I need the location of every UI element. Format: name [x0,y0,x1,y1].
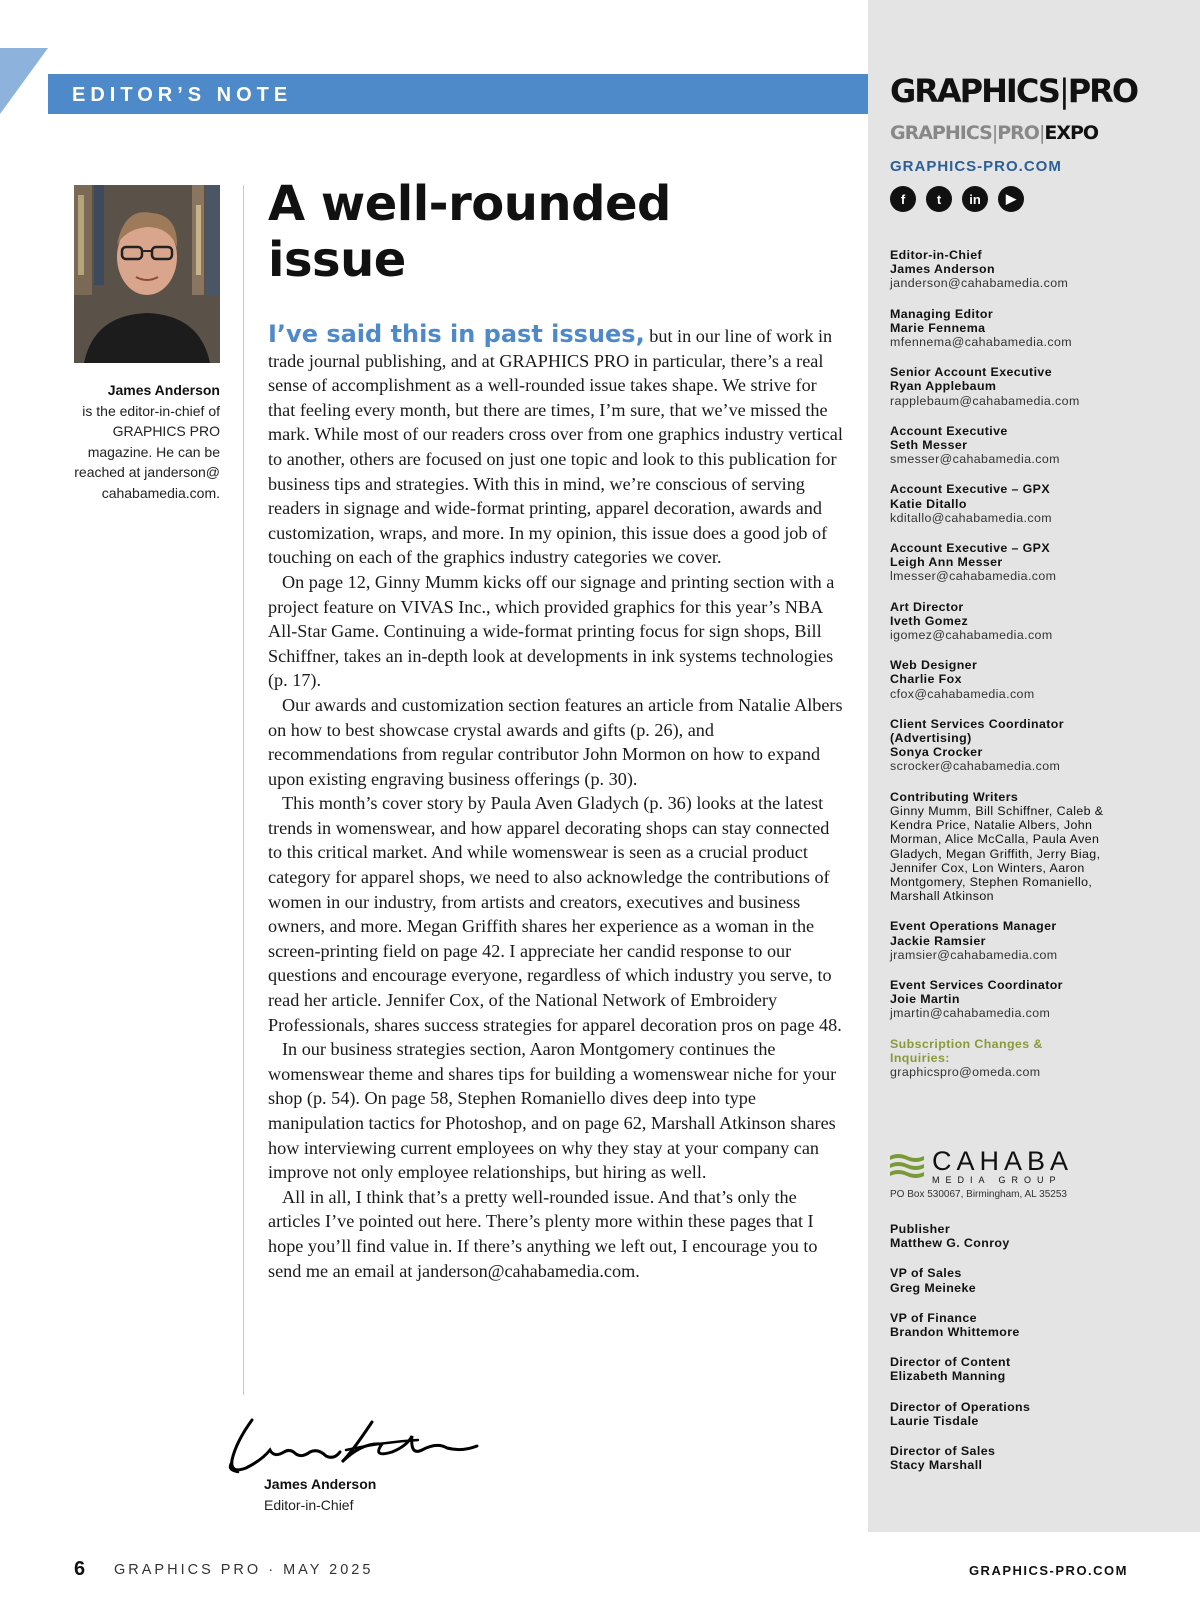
cahaba-address: PO Box 530067, Birmingham, AL 35253 [890,1189,1067,1200]
cahaba-block [890,1148,1190,1200]
staff-entry [890,658,1190,701]
staff-role: Contributing Writers [890,789,1019,804]
banner-tab [0,48,48,114]
staff-name: Leigh Ann Messer [890,555,1003,570]
staff-name: Charlie Fox [890,672,962,687]
exec-entry [890,1355,1190,1383]
staff-list [890,248,1190,1095]
exec-entry [890,1311,1190,1339]
signature-role: Editor-in-Chief [264,1497,354,1513]
signature-name: James Anderson [264,1476,377,1492]
staff-name: Sonya Crocker [890,745,983,760]
expo-mid: PRO [997,122,1039,144]
staff-role: Senior Account Executive [890,365,1053,380]
website-link[interactable]: GRAPHICS-PRO.COM [890,158,1062,175]
footer-publication: GRAPHICS PRO · MAY 2025 [114,1562,374,1578]
youtube-icon[interactable]: ▶ [998,186,1024,212]
author-bio-text: is the editor-in-chief of GRAPHICS PRO magazine. He can be reached at janderson@ cahabamedia.com. [74,402,220,501]
staff-email[interactable]: jmartin@cahabamedia.com [890,1006,1051,1021]
cahaba-name: CAHABA [932,1146,1074,1176]
paragraph-1-text: but in our line of work in trade journal publishing, and at GRAPHICS PRO in particular, there’s a real sense of accomplishment as a well-rounded issue takes shape. We strive for that feeling every month, but there are times, I’m sure, that we’ve missed the mark. While most of our readers cross over from one graphics industry vertical to another, others are focused on just one topic and look to this publication for business tips and strategies. With this in mind, we’re conscious of serving readers in signage and wide-format printing, apparel decoration, awards and customization, wraps, and more. In my opinion, this issue does a good job of touching on each of the graphics industry categories we cover. [268,326,843,568]
staff-entry [890,919,1190,962]
exec-name: Greg Meineke [890,1280,977,1295]
article-title [268,176,828,288]
cahaba-logo [890,1148,1190,1185]
author-bio [60,380,220,503]
cahaba-wave-icon [890,1150,924,1184]
paragraph-4: This month’s cover story by Paula Aven Gladych (p. 36) looks at the latest trends in womenswear, and how apparel decorating shops can stay connected to this critical market. And while womenswear is seen as a crucial product category for apparel shops, we need to also acknowledge the contributions of women in our industry, from artists and creators, executives and business owners, and more. Megan Griffith shares her experience as a woman in the screen-printing field on page 42. I appreciate her candid response to our questions and encourage everyone, regardless of which industry you serve, to read her article. Jennifer Cox, of the National Network of Embroidery Professionals, shares success strategies for apparel decoration pros on page 48. [268,793,842,1035]
staff-email[interactable]: lmesser@cahabamedia.com [890,569,1057,584]
staff-role: Event Services Coordinator [890,977,1063,992]
exec-entry [890,1400,1190,1428]
brand-right: PRO [1067,72,1138,110]
title-line-1: A well-rounded [268,176,671,232]
brand-logo: GRAPHICS|PRO [890,72,1138,110]
executive-list [890,1222,1190,1488]
linkedin-icon[interactable]: in [962,186,988,212]
staff-role: Account Executive – GPX [890,541,1051,556]
signature [222,1412,492,1482]
title-line-2: issue [268,232,406,288]
staff-role: Web Designer [890,658,978,673]
staff-name: Iveth Gomez [890,613,969,628]
author-name: James Anderson [107,382,220,398]
twitter-icon[interactable]: t [926,186,952,212]
exec-role: VP of Finance [890,1310,977,1325]
exec-role: Director of Content [890,1355,1011,1370]
paragraph-6: All in all, I think that’s a pretty well-rounded issue. And that’s only the articles I’ve pointed out here. There’s plenty more within these pages that I hope you’ll find value in. If there’s anything we left out, I encourage you to send me an email at janderson@cahabamedia.com. [268,1186,818,1281]
staff-email[interactable]: kditallo@cahabamedia.com [890,510,1052,525]
staff-role: Account Executive [890,423,1008,438]
staff-entry [890,978,1190,1021]
brand-left: GRAPHICS [890,72,1059,110]
staff-name: Seth Messer [890,438,968,453]
staff-entry [890,424,1190,467]
expo-logo: GRAPHICS|PRO|EXPO [890,122,1099,144]
paragraph-2: On page 12, Ginny Mumm kicks off our signage and printing section with a project feature on VIVAS Inc., which provided graphics for this year’s NBA All-Star Game. Continuing a wide-format printing focus for sign shops, Bill Schiffner, takes an in-depth look at developments in ink systems technologies (p. 17). [268,571,835,691]
staff-email[interactable]: igomez@cahabamedia.com [890,628,1053,643]
article-body [268,322,843,1283]
paragraph-1 [268,322,843,570]
staff-entry [890,790,1190,904]
staff-name: Marie Fennema [890,320,986,335]
author-photo [74,185,220,363]
exec-name: Laurie Tisdale [890,1413,979,1428]
exec-name: Elizabeth Manning [890,1369,1006,1384]
staff-email[interactable]: smesser@cahabamedia.com [890,452,1060,467]
staff-entry [890,365,1190,408]
staff-entry [890,482,1190,525]
staff-role: Managing Editor [890,306,994,321]
staff-entry [890,600,1190,643]
page-number: 6 [74,1558,86,1580]
staff-email[interactable]: scrocker@cahabamedia.com [890,759,1061,774]
staff-role: Account Executive – GPX [890,482,1051,497]
staff-name: Joie Martin [890,992,960,1007]
staff-role: Event Operations Manager [890,919,1057,934]
staff-role: Editor-in-Chief [890,248,983,262]
contributor-names: Ginny Mumm, Bill Schiffner, Caleb & Kendra Price, Natalie Albers, John Morman, Alice McCalla, Paula Aven Gladych, Megan Griffith, Jerry Biag, Jennifer Cox, Lon Winters, Aaron Montgomery, Stephen Romaniello, Marshall Atkinson [890,803,1104,904]
exec-role: Director of Operations [890,1399,1031,1414]
expo-left: GRAPHICS [890,122,992,144]
subscription-entry [890,1037,1190,1080]
staff-name: Jackie Ramsier [890,933,986,948]
staff-entry [890,717,1190,774]
exec-name: Brandon Whittemore [890,1325,1020,1340]
staff-entry [890,307,1190,350]
exec-entry [890,1222,1190,1250]
section-label: EDITOR’S NOTE [72,84,293,106]
facebook-icon[interactable]: f [890,186,916,212]
exec-entry [890,1266,1190,1294]
subscription-email[interactable]: graphicspro@omeda.com [890,1064,1041,1079]
exec-role: Director of Sales [890,1444,996,1459]
paragraph-3: Our awards and customization section features an article from Natalie Albers on how to best showcase crystal awards and gifts (p. 26), and recommendations from regular contributor John Mormon on how to expand upon existing engraving business offerings (p. 30). [268,694,843,789]
staff-name: Katie Ditallo [890,496,967,511]
cahaba-tagline: MEDIA GROUP [932,1175,1062,1185]
subscription-label: Subscription Changes & Inquiries: [890,1036,1043,1065]
staff-name: James Anderson [890,262,995,277]
staff-email[interactable]: rapplebaum@cahabamedia.com [890,393,1080,408]
staff-email[interactable]: mfennema@cahabamedia.com [890,335,1072,350]
social-icons [890,186,1024,212]
staff-name: Ryan Applebaum [890,379,997,394]
column-divider [243,185,244,1395]
exec-name: Stacy Marshall [890,1458,983,1473]
staff-email[interactable]: janderson@cahabamedia.com [890,276,1069,291]
expo-right: EXPO [1044,122,1099,144]
staff-role: Client Services Coordinator (Advertising) [890,716,1064,746]
exec-role: VP of Sales [890,1266,962,1281]
staff-email[interactable]: cfox@cahabamedia.com [890,686,1035,701]
staff-email[interactable]: jramsier@cahabamedia.com [890,947,1058,962]
staff-role: Art Director [890,599,964,614]
footer-url: GRAPHICS-PRO.COM [968,1563,1128,1578]
exec-entry [890,1444,1190,1472]
lead-in: I’ve said this in past issues, [268,320,645,348]
exec-name: Matthew G. Conroy [890,1236,1010,1251]
staff-entry [890,541,1190,584]
staff-entry [890,248,1190,291]
exec-role: Publisher [890,1222,951,1236]
paragraph-5: In our business strategies section, Aaron Montgomery continues the womenswear theme and shares tips for building a womenswear niche for your shop (p. 54). On page 58, Stephen Romaniello dives deep into type manipulation tactics for Photoshop, and on page 62, Marshall Atkinson shares how interviewing current employees on why they stay at your company can improve not only employee relationships, but hiring as well. [268,1039,837,1183]
